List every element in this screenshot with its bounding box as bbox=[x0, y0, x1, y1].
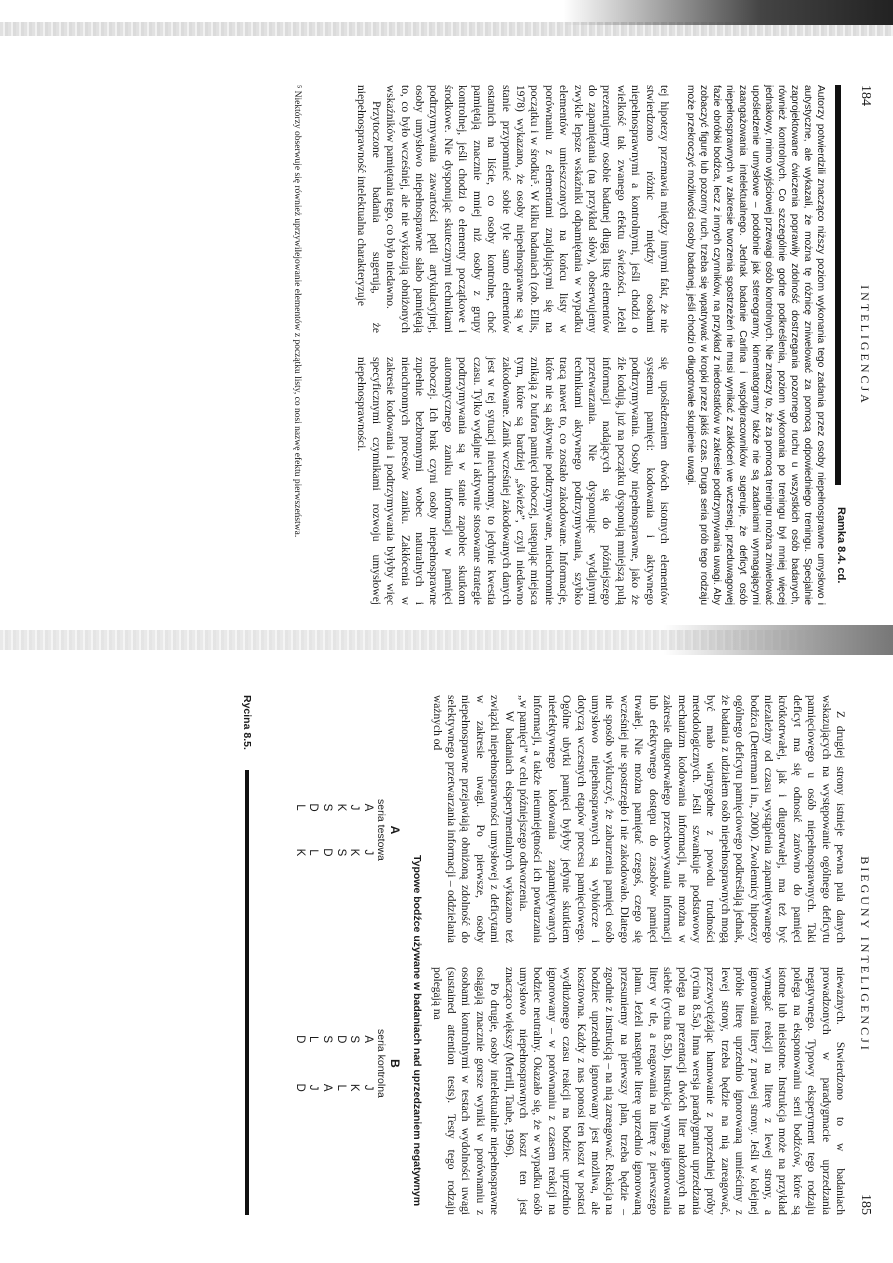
letter-cell: S bbox=[321, 803, 334, 812]
letter-cell: J bbox=[348, 804, 361, 811]
figure-caption: Typowe bodźce używane w badaniach nad uprzedzaniem negatywnym bbox=[411, 855, 423, 1207]
panel-title: A bbox=[388, 825, 402, 835]
letter-cell: L bbox=[293, 804, 306, 811]
letter-cell: J bbox=[361, 1084, 374, 1091]
letter-cell: K bbox=[348, 1083, 361, 1092]
letter-cell: D bbox=[293, 1083, 306, 1092]
box-top-rule bbox=[835, 85, 841, 485]
paragraph: W badaniach eksperymentalnych wykazano też związki niepełnosprawności umysłowej z deficytami w zakresie uwagi. Po pierwsze, osoby niepełnosprawne przejawiają obniżoną zdolność do selektywnego przetwarzania informacji – oddzielania ważnych od bbox=[430, 695, 515, 943]
page-number: 185 bbox=[858, 1194, 873, 1215]
column-right bbox=[429, 967, 847, 1215]
letter-cell: S bbox=[348, 1035, 361, 1044]
box-text: Autorzy potwierdzili znacząco niższy poziom wykonania tego zadania przez osoby niepełnosprawne umysłowo i autystyczne, ale wykazali, że można tę różnicę zniwelować za pomocą odpowiedniego treningu. Specjalnie zaprojektowane ćwiczenia poprawiły zdolność dostrzegania pozornego ruchu u wszystkich osób badanych, również kontrolnych. Co szczególnie godne podkreślenia, poziom wykonania po treningu był mniej więcej jednakowy, mimo wyjściowej przewagi osób kontrolnych. Nie znaczy to, że za pomocą treningu można zniwelować upośledzenie umysłowe – podobnie jak stereogramy, kinematogramy także nie są zadaniami wymagającymi zaangażowania intelektualnego. Jednak badanie Carlina i współpracowników sugeruje, że deficyt osób niepełnosprawnych w zakresie tworzenia spostrzeżeń nie musi wynikać z zakłóceń we wczesnej, przeduwagowej fazie obróbki bodźca, lecz z innych czynników, na przykład z niedostatków w zakresie podtrzymywania uwagi. Aby zobaczyć figurę lub pozorny ruch, trzeba się wpatrywać w kropki przez jakiś czas. Druga seria prób tego rodzaju może przekroczyć możliwości osoby badanej, jeśli chodzi o długotrwałe skupienie uwagi. bbox=[685, 85, 826, 605]
figure-label: Rycina 8.5. bbox=[241, 695, 253, 750]
panel-title: B bbox=[388, 1059, 402, 1068]
two-columns bbox=[429, 695, 847, 1215]
letter-cell: K bbox=[293, 848, 306, 857]
letter-cell: A bbox=[321, 1083, 334, 1092]
panel-subtitle: seria testowa bbox=[375, 799, 388, 861]
table-row bbox=[360, 785, 374, 875]
figure-rule bbox=[245, 770, 249, 1215]
table-row bbox=[292, 1015, 306, 1112]
letter-cell: L bbox=[334, 1084, 347, 1091]
letter-cell: A bbox=[361, 803, 374, 812]
paragraph: się upośledzeniem dwóch istotnych elementów systemu pamięci: kodowania i aktywnego podtrzymywania. Osoby niepełnosprawne, jako że źle kodują, już na początku dysponują mniejszą pulą informacji nadających się do późniejszego przetwarzania. Nie dysponując wydajnymi technikami aktywnego podtrzymywania, szybko tracą nawet to, co zostało zakodowane. Informacje, które nie są aktywnie podtrzymywane, nieuchronnie znikają z bufora pamięci roboczej, ustępując miejsca tym, które są bardziej „świeże”, czyli niedawno zakodowane. Zanik wcześniej zakodowanych danych jest w tej sytuacji nieuchronny, to jedynie kwestia czasu. Tylko wydajne i aktywnie stosowane strategie podtrzymywania są w stanie zapobiec skutkom automatycznego zaniku informacji w pamięci roboczej. Ich brak czyni osoby niepełnosprawne zupełnie bezbronnymi wobec naturalnych i nieuchronnych procesów zaniku. Zakłócenia w zakresie kodowania i podtrzymywania byłyby więc specyficznymi czynnikami rozwoju umysłowej niepełnosprawności. bbox=[355, 357, 670, 605]
footnote: ⁵ Niektórzy obserwuje się również uprzywilejowanie elementów z początku listy, co nosi nazwę efektu pierwszeństwa. bbox=[292, 85, 302, 538]
box-label: Ramka 8.4. cd. bbox=[835, 507, 847, 584]
letter-cell: L bbox=[307, 1036, 320, 1043]
letter-cell: S bbox=[321, 1035, 334, 1044]
paragraph: nieważnych. Stwierdzono to w badaniach prowadzonych w paradygmacie uprzedzania negatywnego. Typowy eksperyment tego rodzaju polega na eksponowaniu serii bodźców, które są istotne lub nieistotne. Instrukcja może na przykład wymagać reakcji na literę z lewej strony, a ignorowania litery z prawej strony. Jeśli w kolejnej próbie literę uprzednio ignorowaną umieścimy z lewej strony, trzeba będzie na nią zareagować, przezwyciężając hamowanie z poprzedniej próby (rycina 8.5a). Inna wersja paradygmatu uprzedzania polega na prezentacji dwóch liter nałożonych na siebie (rycina 8.5b). Instrukcja wymaga ignorowania litery w tle, a reagowania na literę z pierwszego planu. Jeżeli następnie literę uprzednio ignorowaną przesuniemy na pierwszy plan, trzeba będzie – zgodnie z instrukcją – na nią zareagować. Reakcja na bodziec uprzednio ignorowany jest możliwa, ale kosztowna. Każdy z nas ponosi ten koszt w postaci wydłużonego czasu reakcji na bodziec uprzednio ignorowany – w porównaniu z czasem reakcji na bodziec neutralny. Okazało się, że w wypadku osób umysłowo niepełnosprawnych koszt ten jest znacząco większy (Merrill, Taube, 1996). bbox=[502, 967, 846, 1215]
table-row bbox=[306, 785, 320, 875]
table-row bbox=[360, 1015, 374, 1112]
column-left bbox=[354, 85, 671, 333]
table-row bbox=[292, 785, 306, 875]
letter-cell: D bbox=[321, 848, 334, 857]
table-row bbox=[319, 1015, 333, 1112]
running-head bbox=[855, 85, 875, 605]
letter-cell: D bbox=[293, 1035, 306, 1044]
column-left bbox=[429, 695, 847, 943]
table-row bbox=[333, 1015, 347, 1112]
page-185 bbox=[0, 655, 893, 1263]
paragraph: tej hipotezy przemawia między innymi fakt, że nie stwierdzono różnic między osobami niepełnosprawnymi a kontrolnymi, jeśli chodzi o wielkość tak zwanego efektu świeżości. Jeżeli prezentujemy osobie badanej długą listę elementów do zapamiętania (na przykład słów), obserwujemy zwykle lepsze wskaźniki odpamiętania w wypadku elementów umieszczonych na końcu listy w porównaniu z elementami znajdującymi się na początku i w środku⁵. W kilku badaniach (zob. Ellis, 1978) wykazano, że osoby niepełnosprawne są w stanie przypomnieć sobie tyle samo elementów ostatnich na liście, co osoby kontrolne, choć pamiętają znacznie mniej niż osoby z grupy kontrolnej, jeśli chodzi o elementy początkowe i środkowe. Nie dysponując skutecznymi technikami podtrzymywania zawartości pętli artykulacyjnej, osoby umysłowo niepełnosprawne słabo pamiętają to, co było wcześniej, ale nie wykazują obniżonych wskaźników pamiętania tego, co było niedawno. bbox=[384, 85, 670, 333]
letter-cell: D bbox=[334, 1035, 347, 1044]
paragraph: Z drugiej strony istnieje pewna pula danych wskazujących na występowanie ogólnego deficytu pamięciowego u osób niepełnosprawnych. Taki deficyt ma się odnosić zarówno do pamięci krótkotrwałej, jak i długotrwałej, ma też być niezależny od czasu wystąpienia zapamiętywanego bodźca (Detterman i in., 2000). Zwolennicy hipotezy ogólnego deficytu pamięciowego podkreślają jednak, że badania z udziałem osób niepełnosprawnych mogą być mało wiarygodne z powodu trudności metodologicznych. Jeśli szwankuje podstawowy mechanizm kodowania informacji, nie można w zakresie długotrwałego przechowywania informacji lub efektywnego dostępu do zasobów pamięci trwałej. Nie można pamiętać czegoś, czego się wcześniej nie spostrzegło i nie zakodowało. Dlatego nie sposób wykluczyć, że zaburzenia pamięci osób umysłowo niepełnosprawnych są wybiórcze i dotyczą wczesnych etapów procesu pamięciowego. Ogólne ubytki pamięci byłyby jedynie skutkiem nieefektywnego kodowania zapamiętywanych informacji, a także nieumiejętności ich powtarzania „w pamięci” w celu późniejszego odtworzenia. bbox=[517, 695, 846, 943]
book-spine-shadow-top bbox=[563, 0, 893, 25]
letter-cell: J bbox=[361, 849, 374, 856]
page-number: 184 bbox=[858, 85, 873, 106]
letter-cell: S bbox=[334, 848, 347, 857]
table-row bbox=[319, 785, 333, 875]
letter-cell: K bbox=[348, 848, 361, 857]
running-head bbox=[855, 695, 875, 1215]
column-right bbox=[354, 357, 671, 605]
paragraph: Przytoczone badania sugerują, że niepełnosprawność intelektualna charakteryzuje bbox=[355, 85, 382, 333]
paragraph: Po drugie, osoby intelektualnie niepełnosprawne osiągają znacznie gorsze wyniki w porównaniu z osobami kontrolnymi w testach wydolności uwagi (sustained attention tests). Testy tego rodzaju polegają na bbox=[430, 967, 501, 1215]
panel-subtitle: seria kontrolna bbox=[375, 1029, 388, 1098]
running-head-title: BIEGUNY INTELIGENCJI bbox=[858, 856, 873, 1053]
two-columns bbox=[354, 85, 671, 605]
letter-cell: J bbox=[307, 1084, 320, 1091]
letter-cell: A bbox=[361, 1035, 374, 1044]
table-row bbox=[306, 1015, 320, 1112]
table-row bbox=[347, 1015, 361, 1112]
running-head-title: INTELIGENCJA bbox=[858, 285, 873, 406]
letter-cell: K bbox=[334, 803, 347, 812]
letter-cell: L bbox=[307, 849, 320, 856]
table-row bbox=[347, 785, 361, 875]
figure-panel-a bbox=[292, 785, 401, 875]
letter-cell: D bbox=[307, 803, 320, 812]
table-row bbox=[333, 785, 347, 875]
figure-panel-b bbox=[292, 1015, 401, 1112]
